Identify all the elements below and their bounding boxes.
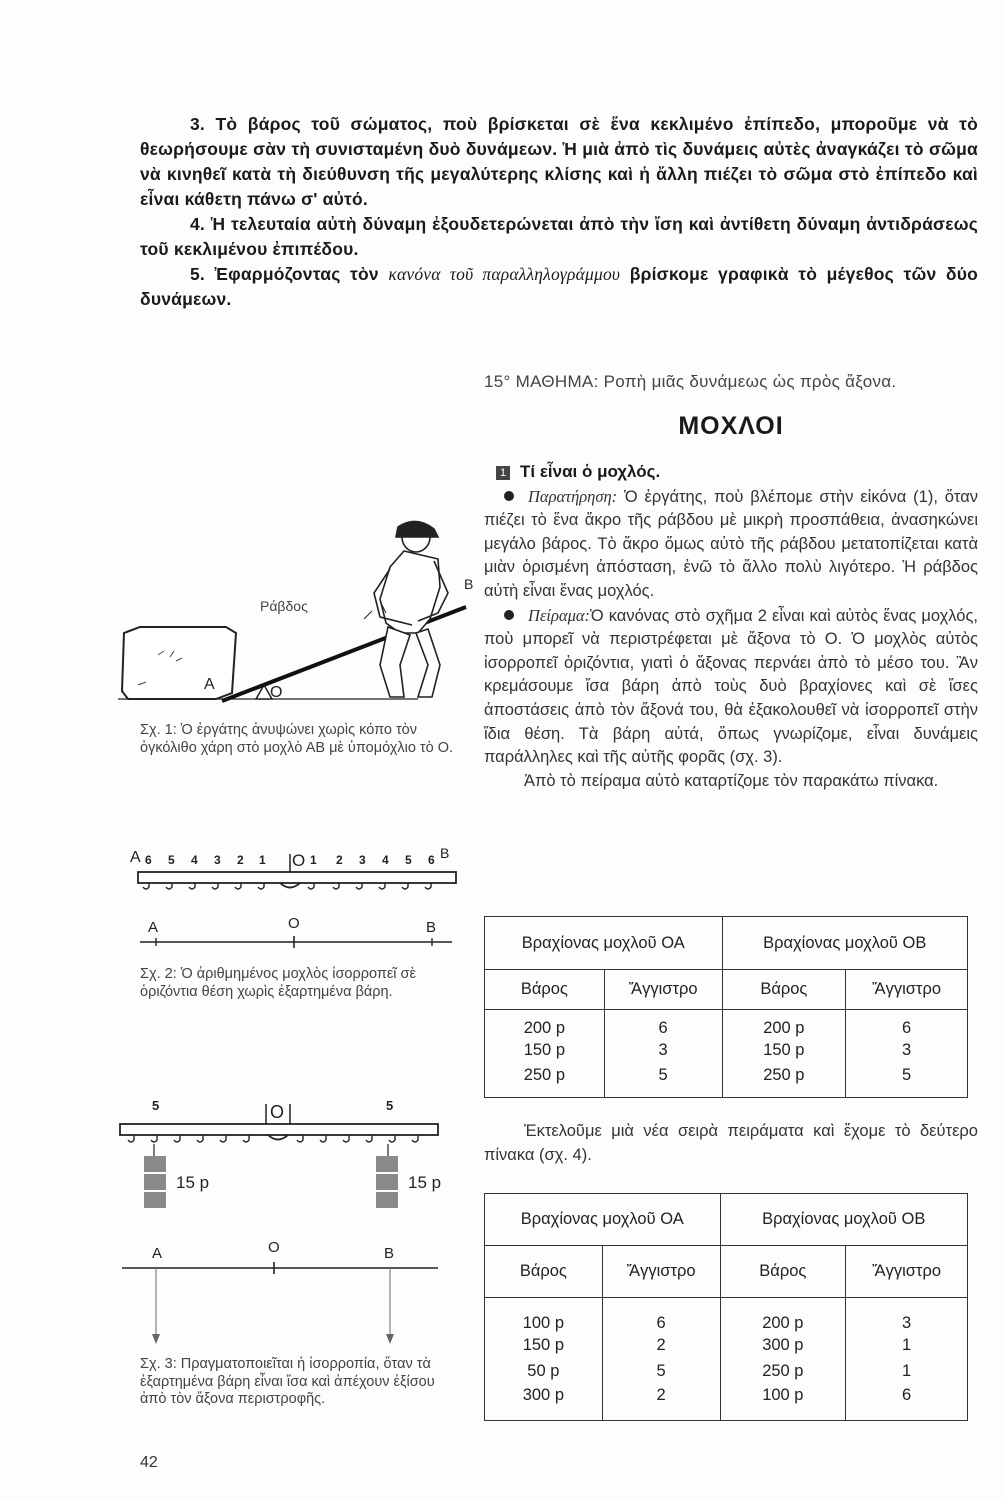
table-row: [485, 1064, 968, 1098]
table-1: [484, 916, 968, 1098]
table-2: [484, 1193, 968, 1421]
observation-label: Παρατήρηση:: [528, 486, 618, 506]
cell: 6: [846, 1385, 968, 1421]
fig3-axis-label-o: O: [268, 1239, 280, 1256]
cell: 250 p: [485, 1064, 605, 1098]
header-hook: Ἄγγιστρο: [846, 1246, 968, 1298]
intro-paragraph-4: 4. Ἡ τελευταία αὐτὴ δύναμη ἐξουδετερώνεται ἀπὸ τὴν ἴση καὶ ἀντίθετη δύναμη ἀντιδράσεως τοῦ κεκλιμένου ἐπιπέδου.: [140, 214, 978, 259]
intro-p5-start: 5. Ἐφαρμόζοντας τὸν: [190, 264, 379, 284]
table-intro: Ἀπὸ τὸ πείραμα αὐτὸ καταρτίζομε τὸν παρακάτω πίνακα.: [524, 771, 939, 790]
bullet-icon: [504, 610, 514, 620]
cell: 150 p: [485, 1038, 605, 1064]
axis-label-a: A: [148, 919, 159, 936]
cell: 3: [604, 1038, 722, 1064]
figure-3-caption: Σχ. 3: Πραγματοποιεῖται ἡ ἰσορροπία, ὅταν τὰ ἐξαρτημένα βάρη εἶναι ἴσα καὶ ἀπέχουν ἐξίσου ἀπὸ τὸν ἄξονα περιστροφῆς.: [140, 1356, 435, 1407]
fig3-axis-label-b: B: [384, 1245, 395, 1262]
cell: 250 p: [722, 1064, 846, 1098]
cell: 200 p: [485, 1010, 605, 1038]
fig3-weight-right: [376, 1156, 398, 1208]
cell: 300 p: [485, 1385, 603, 1421]
intro-p5-end: βρίσκομε γραφικὰ τὸ μέγεθος τῶν δύο δυνάμεων.: [140, 264, 979, 309]
cell: 3: [846, 1298, 968, 1333]
cell: 6: [602, 1298, 720, 1333]
header-weight: Βάρος: [485, 970, 605, 1010]
table-row: [485, 1359, 968, 1385]
cell: 1: [846, 1333, 968, 1359]
table2-intro: Ἐκτελοῦμε μιὰ νέα σειρὰ πειράματα καὶ ἔχομε τὸ δεύτερο πίνακα (σχ. 4).: [484, 1122, 978, 1164]
figure-2-numbered-lever: [118, 840, 468, 960]
tick-right-4: 4: [382, 853, 389, 867]
ruler-bar: [138, 872, 456, 883]
table-row: [485, 1038, 968, 1064]
observation-text: Ὁ ἐργάτης, ποὺ βλέπομε στὴν εἰκόνα (1), ὅταν πιέζει τὸ ἕνα ἄκρο τῆς ράβδου μὲ μικρὴ προσπάθεια, ἀνασηκώνει μεγάλο βάρος. Τὸ ἄκρο ὅμως αὐτὸ τῆς ράβδου μετατοπίζεται κατὰ μιὰν ὁρισμένη ἀπόσταση, ἐνῶ τὸ ἄλλο πολὺ λιγότερο. Ἡ ράβδος αὐτὴ εἶναι ἕνας μοχλός.: [484, 487, 978, 600]
table-row: [485, 1298, 968, 1333]
axis-label-o: O: [288, 915, 300, 932]
section-number: 1: [496, 466, 510, 480]
intro-paragraph-3: 3. Τὸ βάρος τοῦ σώματος, ποὺ βρίσκεται σὲ ἕνα κεκλιμένο ἐπίπεδο, μποροῦμε νὰ τὸ θεωρήσουμε σὰν τὴ συνισταμένη δυὸ δυνάμεων. Ἡ μιὰ ἀπὸ τὶς δυνάμεις αὐτὲς ἀναγκάζει τὸ σῶμα νὰ κινηθεῖ κατὰ τὴ διεύθυνση τῆς μεγαλύτερης κλίσης καὶ ἡ ἄλλη πιέζει τὸ σῶμα στὸ ἐπίπεδο καὶ εἶναι κάθετη πάνω σ' αὐτό.: [140, 114, 978, 209]
cell: 150 p: [485, 1333, 603, 1359]
tick-right-1: 1: [310, 853, 317, 867]
tick-left-4: 4: [191, 853, 198, 867]
tick-right-3: 3: [359, 853, 366, 867]
header-hook: Ἄγγιστρο: [604, 970, 722, 1010]
fig3-weight-right-label: 15 p: [408, 1173, 442, 1192]
figure-1-caption: Σχ. 1: Ὁ ἐργάτης ἀνυψώνει χωρὶς κόπο τὸν ὀγκόλιθο χάρη στὸ μοχλὸ ΑΒ μὲ ὑπομόχλιο τὸ Ο.: [140, 722, 454, 756]
bullet-icon: [504, 491, 514, 501]
experiment-label: Πείραμα:: [528, 605, 591, 625]
header-hook: Ἄγγιστρο: [602, 1246, 720, 1298]
cell: 300 p: [720, 1333, 846, 1359]
cell: 200 p: [722, 1010, 846, 1038]
tick-left-2: 2: [237, 853, 244, 867]
cell: 6: [604, 1010, 722, 1038]
fig3-tick-left: 5: [152, 1098, 160, 1113]
cell: 100 p: [485, 1298, 603, 1333]
header-arm-ob: Βραχίονας μοχλοῦ ΟΒ: [720, 1194, 968, 1246]
cell: 250 p: [720, 1359, 846, 1385]
header-arm-oa: Βραχίονας μοχλοῦ ΟΑ: [485, 1194, 721, 1246]
section-heading: [484, 460, 978, 485]
observation-paragraph: [484, 485, 978, 604]
lesson-body: [484, 460, 978, 793]
label-b: B: [464, 576, 474, 592]
figure-3-balanced-weights: [118, 1092, 468, 1352]
tick-left-1: 1: [259, 853, 266, 867]
fig3-axis-label-a: A: [152, 1245, 163, 1262]
cell: 3: [846, 1038, 968, 1064]
boulder: [122, 627, 236, 699]
fig3-arrowhead-left: [152, 1334, 160, 1344]
cell: 5: [604, 1064, 722, 1098]
cell: 2: [602, 1385, 720, 1421]
tick-right-5: 5: [405, 853, 412, 867]
header-weight: Βάρος: [722, 970, 846, 1010]
cell: 100 p: [720, 1385, 846, 1421]
lesson-heading: 15° ΜΑΘΗΜΑ: Ροπὴ μιᾶς δυνάμεως ὡς πρὸς ἄξονα.: [484, 372, 897, 391]
cell: 6: [846, 1010, 968, 1038]
cell: 2: [602, 1333, 720, 1359]
fig3-arrowhead-right: [386, 1334, 394, 1344]
cell: 5: [602, 1359, 720, 1385]
tick-left-6: 6: [145, 853, 152, 867]
page-number: 42: [140, 1454, 158, 1471]
figure-2-caption: Σχ. 2: Ὁ ἀριθμημένος μοχλὸς ἰσορροπεῖ σὲ ὁριζόντια θέση χωρὶς ἐξαρτημένα βάρη.: [140, 966, 416, 1000]
header-arm-ob: Βραχίονας μοχλοῦ ΟΒ: [722, 917, 968, 970]
intro-text: [140, 112, 978, 312]
table-row: [485, 1010, 968, 1038]
table2-intro-block: [484, 1120, 978, 1167]
intro-paragraph-5: [140, 262, 978, 312]
header-hook: Ἄγγιστρο: [846, 970, 968, 1010]
table-row: [485, 1385, 968, 1421]
fig3-tick-right: 5: [386, 1098, 394, 1113]
header-arm-oa: Βραχίονας μοχλοῦ ΟΑ: [485, 917, 723, 970]
hooks: [143, 883, 431, 889]
fig3-ruler-bar: [120, 1124, 438, 1135]
axis-label-b: B: [426, 919, 437, 936]
experiment-paragraph: [484, 604, 978, 770]
parallelogram-rule: κανόνα τοῦ παραλληλογράμμου: [388, 264, 621, 284]
section-title: Τί εἶναι ὁ μοχλός.: [520, 462, 661, 481]
fig3-weight-left-label: 15 p: [176, 1173, 210, 1192]
tick-left-5: 5: [168, 853, 175, 867]
rod-label: Ράβδος: [260, 598, 308, 614]
ruler-label-o: O: [292, 851, 306, 870]
fig3-label-o: O: [270, 1102, 285, 1122]
fig3-weight-left: [144, 1156, 166, 1208]
cell: 1: [846, 1359, 968, 1385]
tick-left-3: 3: [214, 853, 221, 867]
cell: 50 p: [485, 1359, 603, 1385]
tick-right-2: 2: [336, 853, 343, 867]
ruler-label-b: B: [440, 845, 450, 861]
experiment-text: Ὁ κανόνας στὸ σχῆμα 2 εἶναι καὶ αὐτὸς ἕνας μοχλός, ποὺ μπορεῖ νὰ περιστρέφεται μὲ ἄξονα τὸ Ο. Ὁ μοχλὸς αὐτὸς ἰσορροπεῖ ὁριζόντια, γιατὶ ὁ ἄξονας περνάει ἀπὸ τὸ μέσο του. Ἂν κρεμάσουμε ἴσα βάρη ἀπὸ τοὺς δυὸ βραχίονες καὶ σὲ ἴσες ἀποστάσεις ἀπὸ τὸν ἄξονά του, θὰ ἐξακολουθεῖ νὰ ἰσορροπεῖ στὴν ἴδια θέση. Τὰ βάρη αὐτά, ὅπως γνωρίζομε, εἶναι δυνάμεις παράλληλες καὶ τῆς αὐτῆς φορᾶς (σχ. 3).: [484, 606, 978, 767]
worker-figure: [374, 521, 448, 697]
label-o: O: [270, 684, 283, 701]
cell: 200 p: [720, 1298, 846, 1333]
table-row: [485, 1333, 968, 1359]
header-weight: Βάρος: [485, 1246, 603, 1298]
tick-right-6: 6: [428, 853, 435, 867]
cell: 5: [846, 1064, 968, 1098]
header-weight: Βάρος: [720, 1246, 846, 1298]
cell: 150 p: [722, 1038, 846, 1064]
label-a: A: [204, 676, 215, 693]
ruler-label-a: A: [130, 849, 141, 866]
page-title: ΜΟΧΛΟΙ: [678, 412, 784, 440]
figure-1-worker-lever: [118, 515, 478, 715]
